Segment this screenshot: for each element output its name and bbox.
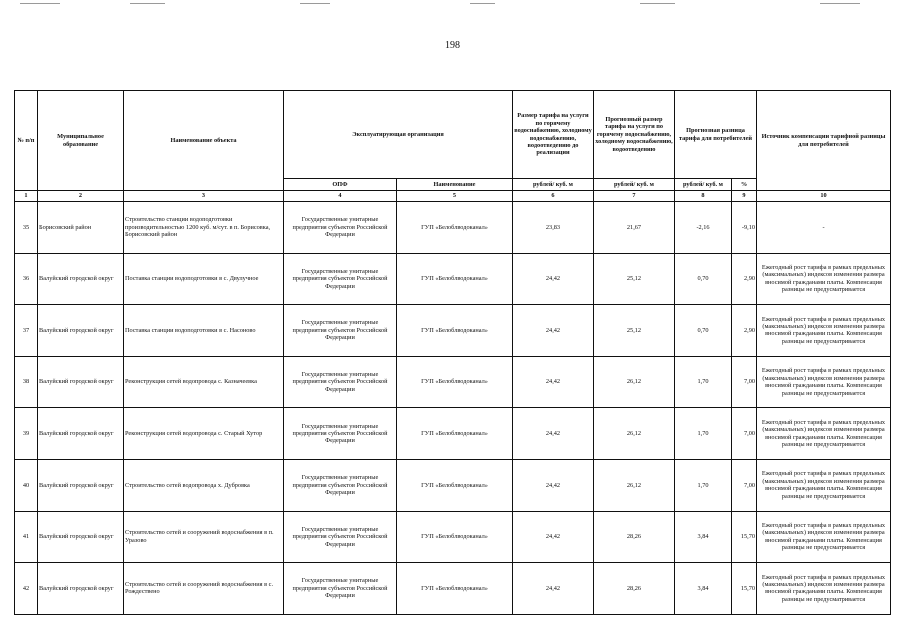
column-number: 9 xyxy=(732,191,757,202)
row-num: 38 xyxy=(15,356,38,408)
row-diff-pct: -9,10 xyxy=(732,202,757,254)
table-row xyxy=(15,563,891,615)
row-compensation: Ежегодный рост тарифа в рамках предельных (максимальных) индексов изменения размера вносимой гражданами платы. Компенсация разницы не предусматривается xyxy=(757,563,891,615)
table-row xyxy=(15,356,891,408)
table-row xyxy=(15,459,891,511)
row-tariff-forecast: 26,12 xyxy=(594,408,675,460)
table-row xyxy=(15,511,891,563)
row-object: Строительство сетей и сооружений водоснабжения в п. Уразово xyxy=(124,511,284,563)
column-number: 3 xyxy=(124,191,284,202)
row-org: ГУП «Белоблводоканал» xyxy=(397,408,513,460)
row-opf: Государственные унитарные предприятия субъектов Российской Федерации xyxy=(284,253,397,305)
row-diff-rub: 0,70 xyxy=(675,305,732,357)
row-opf: Государственные унитарные предприятия субъектов Российской Федерации xyxy=(284,511,397,563)
row-tariff-forecast: 25,12 xyxy=(594,253,675,305)
header-unit-diff: рублей/ куб. м xyxy=(675,179,732,191)
scan-edge-mark xyxy=(820,3,860,4)
row-num: 41 xyxy=(15,511,38,563)
row-diff-rub: 1,70 xyxy=(675,459,732,511)
row-tariff-current: 24,42 xyxy=(513,253,594,305)
table-row xyxy=(15,253,891,305)
row-opf: Государственные унитарные предприятия субъектов Российской Федерации xyxy=(284,202,397,254)
column-number: 4 xyxy=(284,191,397,202)
header-num: № п/п xyxy=(15,91,38,191)
row-opf: Государственные унитарные предприятия субъектов Российской Федерации xyxy=(284,459,397,511)
row-municipality: Валуйский городской округ xyxy=(38,511,124,563)
row-num: 42 xyxy=(15,563,38,615)
row-municipality: Валуйский городской округ xyxy=(38,305,124,357)
scan-edge-mark xyxy=(640,3,675,4)
row-diff-rub: 3,84 xyxy=(675,511,732,563)
column-number: 1 xyxy=(15,191,38,202)
column-number-row xyxy=(15,191,891,202)
row-num: 36 xyxy=(15,253,38,305)
row-municipality: Борисовский район xyxy=(38,202,124,254)
row-opf: Государственные унитарные предприятия субъектов Российской Федерации xyxy=(284,408,397,460)
column-number: 7 xyxy=(594,191,675,202)
header-org-name: Наименование xyxy=(397,179,513,191)
row-municipality: Валуйский городской округ xyxy=(38,563,124,615)
row-tariff-forecast: 21,67 xyxy=(594,202,675,254)
row-org: ГУП «Белоблводоканал» xyxy=(397,305,513,357)
row-tariff-current: 24,42 xyxy=(513,305,594,357)
row-org: ГУП «Белоблводоканал» xyxy=(397,356,513,408)
header-unit-forecast: рублей/ куб. м xyxy=(594,179,675,191)
header-tariff-forecast: Прогнозный размер тарифа на услуги по горячему водоснабжению, холодному водоснабжению, водоотведению xyxy=(594,91,675,179)
row-diff-rub: 3,84 xyxy=(675,563,732,615)
row-compensation: Ежегодный рост тарифа в рамках предельных (максимальных) индексов изменения размера вносимой гражданами платы. Компенсация разницы не предусматривается xyxy=(757,459,891,511)
row-compensation: - xyxy=(757,202,891,254)
header-opf: ОПФ xyxy=(284,179,397,191)
header-municipality: Муниципальное образование xyxy=(38,91,124,191)
row-tariff-current: 24,42 xyxy=(513,356,594,408)
column-number: 5 xyxy=(397,191,513,202)
scan-edge-mark xyxy=(470,3,495,4)
row-object: Реконструкция сетей водопровода с. Казначеевка xyxy=(124,356,284,408)
row-diff-pct: 15,70 xyxy=(732,563,757,615)
tariff-table xyxy=(14,90,891,615)
row-object: Поставка станции водоподготовки в с. Двулучное xyxy=(124,253,284,305)
row-tariff-forecast: 25,12 xyxy=(594,305,675,357)
row-diff-pct: 7,00 xyxy=(732,408,757,460)
header-unit-percent: % xyxy=(732,179,757,191)
table-row xyxy=(15,408,891,460)
row-object: Поставка станции водоподготовки в с. Насоново xyxy=(124,305,284,357)
header-unit-current: рублей/ куб. м xyxy=(513,179,594,191)
header-row xyxy=(15,91,891,179)
row-diff-pct: 2,90 xyxy=(732,253,757,305)
row-municipality: Валуйский городской округ xyxy=(38,408,124,460)
row-num: 37 xyxy=(15,305,38,357)
row-diff-pct: 7,00 xyxy=(732,459,757,511)
row-object: Реконструкция сетей водопровода с. Старый Хутор xyxy=(124,408,284,460)
column-number: 2 xyxy=(38,191,124,202)
row-org: ГУП «Белоблводоканал» xyxy=(397,563,513,615)
column-number: 10 xyxy=(757,191,891,202)
row-org: ГУП «Белоблводоканал» xyxy=(397,202,513,254)
row-compensation: Ежегодный рост тарифа в рамках предельных (максимальных) индексов изменения размера вносимой гражданами платы. Компенсация разницы не предусматривается xyxy=(757,408,891,460)
table-row xyxy=(15,202,891,254)
row-org: ГУП «Белоблводоканал» xyxy=(397,253,513,305)
row-num: 39 xyxy=(15,408,38,460)
header-object-name: Наименование объекта xyxy=(124,91,284,191)
row-diff-pct: 7,00 xyxy=(732,356,757,408)
row-tariff-forecast: 28,26 xyxy=(594,563,675,615)
row-compensation: Ежегодный рост тарифа в рамках предельных (максимальных) индексов изменения размера вносимой гражданами платы. Компенсация разницы не предусматривается xyxy=(757,356,891,408)
page-number: 198 xyxy=(445,40,460,51)
column-number: 6 xyxy=(513,191,594,202)
row-opf: Государственные унитарные предприятия субъектов Российской Федерации xyxy=(284,356,397,408)
row-diff-rub: 1,70 xyxy=(675,356,732,408)
table-row xyxy=(15,305,891,357)
row-tariff-current: 24,42 xyxy=(513,511,594,563)
row-diff-rub: 0,70 xyxy=(675,253,732,305)
header-tariff-current: Размер тарифа на услуги по горячему водоснабжению, холодному водоснабжению, водоотведению до реализации xyxy=(513,91,594,179)
row-tariff-forecast: 26,12 xyxy=(594,459,675,511)
row-org: ГУП «Белоблводоканал» xyxy=(397,459,513,511)
row-tariff-current: 24,42 xyxy=(513,563,594,615)
row-compensation: Ежегодный рост тарифа в рамках предельных (максимальных) индексов изменения размера вносимой гражданами платы. Компенсация разницы не предусматривается xyxy=(757,253,891,305)
row-tariff-current: 23,83 xyxy=(513,202,594,254)
row-municipality: Валуйский городской округ xyxy=(38,356,124,408)
row-diff-pct: 15,70 xyxy=(732,511,757,563)
row-diff-rub: -2,16 xyxy=(675,202,732,254)
column-number: 8 xyxy=(675,191,732,202)
scan-edge-mark xyxy=(20,3,60,4)
row-municipality: Валуйский городской округ xyxy=(38,459,124,511)
row-object: Строительство станции водоподготовки производительностью 1200 куб. м/сут. в п. Борисовка, Борисовский район xyxy=(124,202,284,254)
row-diff-rub: 1,70 xyxy=(675,408,732,460)
row-object: Строительство сетей и сооружений водоснабжения в с. Рождествено xyxy=(124,563,284,615)
row-num: 40 xyxy=(15,459,38,511)
header-operator: Эксплуатирующая организация xyxy=(284,91,513,179)
scan-edge-mark xyxy=(300,3,330,4)
row-org: ГУП «Белоблводоканал» xyxy=(397,511,513,563)
row-municipality: Валуйский городской округ xyxy=(38,253,124,305)
row-tariff-current: 24,42 xyxy=(513,459,594,511)
row-tariff-forecast: 26,12 xyxy=(594,356,675,408)
row-tariff-current: 24,42 xyxy=(513,408,594,460)
row-tariff-forecast: 28,26 xyxy=(594,511,675,563)
row-opf: Государственные унитарные предприятия субъектов Российской Федерации xyxy=(284,563,397,615)
row-num: 35 xyxy=(15,202,38,254)
scan-edge-mark xyxy=(130,3,165,4)
row-object: Строительство сетей водопровода х. Дубровка xyxy=(124,459,284,511)
row-compensation: Ежегодный рост тарифа в рамках предельных (максимальных) индексов изменения размера вносимой гражданами платы. Компенсация разницы не предусматривается xyxy=(757,305,891,357)
header-tariff-diff: Прогнозная разница тарифа для потребителей xyxy=(675,91,757,179)
header-compensation: Источник компенсации тарифной разницы для потребителей xyxy=(757,91,891,191)
row-opf: Государственные унитарные предприятия субъектов Российской Федерации xyxy=(284,305,397,357)
row-compensation: Ежегодный рост тарифа в рамках предельных (максимальных) индексов изменения размера вносимой гражданами платы. Компенсация разницы не предусматривается xyxy=(757,511,891,563)
row-diff-pct: 2,90 xyxy=(732,305,757,357)
